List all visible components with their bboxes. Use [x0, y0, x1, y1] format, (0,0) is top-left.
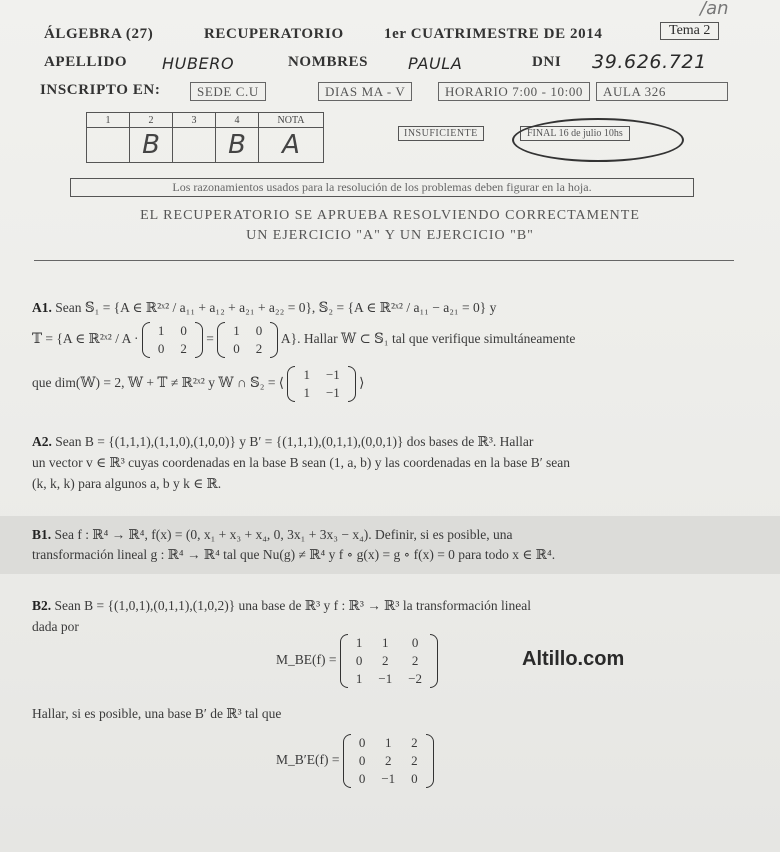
exercise-text: Sean B = {(1,1,1),(1,1,0),(1,0,0)} y B′ = {(1,1,1),(0,1,1),(0,0,1)} dos bases de ℝ³. Hallar	[55, 434, 534, 449]
instructions-notice: Los razonamientos usados para la resolución de los problemas deben figurar en la hoja.	[70, 178, 694, 197]
exercise-text: que dim(𝕎) = 2, 𝕎 + 𝕋 ≠ ℝ²ˣ² y 𝕎 ∩ 𝕊₂ = ⟨	[32, 375, 285, 391]
matrix-entry: 1	[382, 635, 389, 650]
exercise-label: A2.	[32, 434, 52, 449]
exercise-text: A}. Hallar 𝕎 ⊂ 𝕊₁ tal que verifique simultáneamente	[280, 331, 576, 347]
inscripto-label: INSCRIPTO EN:	[40, 82, 161, 98]
exercise-text: ⟩	[359, 375, 365, 391]
equals-sign: =	[206, 331, 214, 347]
matrix-entry: 0	[358, 753, 366, 768]
grade-value-4: B	[216, 128, 259, 163]
horario-field: HORARIO 7:00 - 10:00	[438, 82, 590, 101]
tema-badge: Tema 2	[660, 22, 719, 40]
grade-header-1: 1	[87, 113, 130, 128]
matrix-entry: 2	[180, 341, 187, 356]
matrix-entry: 2	[411, 735, 418, 750]
matrix-entry: 0	[233, 341, 240, 356]
apellido-label: APELLIDO	[44, 54, 128, 70]
matrix-entry: 0	[355, 653, 363, 668]
matrix-entry: 2	[382, 653, 389, 668]
grade-value-2: B	[130, 128, 173, 163]
section-divider	[34, 260, 734, 261]
exercise-text: un vector v ∈ ℝ³ cuyas coordenadas en la base B sean (1, a, b) y las coordenadas en la base B′ sean	[32, 455, 571, 470]
grade-value-nota: A	[259, 128, 324, 163]
matrix	[343, 734, 434, 788]
matrix-entry: 2	[255, 341, 263, 356]
subject-title: ÁLGEBRA (27)	[44, 26, 154, 42]
matrix-entry: 2	[384, 753, 392, 768]
nombres-label: NOMBRES	[288, 54, 369, 70]
matrix-entry: 0	[358, 771, 366, 786]
grade-header-4: 4	[216, 113, 259, 128]
exercise-text: transformación lineal g : ℝ⁴ → ℝ⁴ tal que Nu(g) ≠ ℝ⁴ y f ∘ g(x) = g ∘ f(x) = 0 para todo x ∈ ℝ⁴.	[32, 547, 556, 562]
aula-field: AULA 326	[596, 82, 728, 101]
insuficiente-box: INSUFICIENTE	[398, 126, 484, 141]
approval-line-1: EL RECUPERATORIO SE APRUEBA RESOLVIENDO CORRECTAMENTE	[140, 208, 640, 223]
matrix-entry: 1	[384, 735, 392, 750]
grade-header-3: 3	[173, 113, 216, 128]
corner-scribble: /an	[700, 0, 729, 19]
grades-values-row	[87, 128, 324, 163]
matrix-entry: −1	[378, 671, 393, 686]
matrix-entry: 1	[303, 367, 310, 382]
matrix-entry: 0	[358, 735, 366, 750]
grade-header-nota: NOTA	[259, 113, 324, 128]
dni-label: DNI	[532, 54, 562, 70]
grades-header-row	[87, 113, 324, 128]
matrix-entry: 0	[255, 323, 263, 338]
matrix	[142, 322, 203, 358]
matrix-entry: 1	[355, 671, 363, 686]
matrix-entry: −2	[408, 671, 423, 686]
matrix	[340, 634, 438, 688]
apellido-value: HUBERO	[162, 54, 235, 73]
matrix-entry: 1	[157, 323, 165, 338]
altillo-watermark: Altillo.com	[522, 648, 625, 670]
exam-type: RECUPERATORIO	[204, 26, 344, 42]
approval-line-2: UN EJERCICIO "A" Y UN EJERCICIO "B"	[246, 228, 534, 243]
matrix-entry: 1	[233, 323, 240, 338]
nombres-value: PAULA	[408, 54, 463, 73]
exercise-text: Hallar, si es posible, una base B′ de ℝ³ tal que	[32, 706, 282, 721]
matrix-entry: 0	[180, 323, 187, 338]
exercise-text: (k, k, k) para algunos a, b y k ∈ ℝ.	[32, 476, 222, 491]
matrix	[217, 322, 278, 358]
dias-field: DIAS MA - V	[318, 82, 412, 101]
matrix-entry: 0	[157, 341, 165, 356]
grade-header-2: 2	[130, 113, 173, 128]
exercise-text: Sean B = {(1,0,1),(0,1,1),(1,0,2)} una base de ℝ³ y f : ℝ³ → ℝ³ la transformación lineal	[54, 598, 532, 613]
matrix-entry: 0	[411, 771, 418, 786]
matrix-label: M_B′E(f) =	[276, 752, 340, 768]
matrix-label: M_BE(f) =	[276, 652, 337, 668]
final-circle-mark	[512, 118, 684, 162]
sede-field: SEDE C.U	[190, 82, 266, 101]
final-date-box: FINAL 16 de julio 10hs	[520, 126, 630, 141]
grade-value-1	[87, 128, 130, 163]
exercise-label: A1.	[32, 300, 52, 315]
matrix-entry: −1	[325, 385, 340, 400]
matrix-entry: −1	[325, 367, 340, 382]
matrix-entry: 1	[303, 385, 310, 400]
dni-value: 39.626.721	[592, 51, 707, 73]
term-label: 1er CUATRIMESTRE DE 2014	[384, 26, 603, 42]
exercise-label: B2.	[32, 598, 52, 613]
grade-value-3	[173, 128, 216, 163]
matrix-entry: 2	[411, 753, 418, 768]
matrix-entry: −1	[381, 771, 396, 786]
exercise-text: 𝕋 = {A ∈ ℝ²ˣ² / A ·	[32, 331, 139, 347]
matrix-entry: 2	[411, 653, 419, 668]
shaded-band	[0, 516, 780, 574]
matrix-entry: 1	[355, 635, 363, 650]
grades-table	[86, 112, 324, 163]
matrix	[287, 366, 355, 402]
exercise-text: dada por	[32, 619, 79, 634]
exercise-text: Sean 𝕊₁ = {A ∈ ℝ²ˣ² / a₁₁ + a₁₂ + a₂₁ + a₂₂ = 0}, 𝕊₂ = {A ∈ ℝ²ˣ² / a₁₁ − a₂₁ = 0} y	[55, 300, 497, 315]
exercise-label: B1.	[32, 527, 52, 542]
exercise-text: Sea f : ℝ⁴ → ℝ⁴, f(x) = (0, x₁ + x₃ + x₄, 0, 3x₁ + 3x₃ − x₄). Definir, si es posible, una	[54, 527, 513, 542]
matrix-entry: 0	[411, 635, 419, 650]
